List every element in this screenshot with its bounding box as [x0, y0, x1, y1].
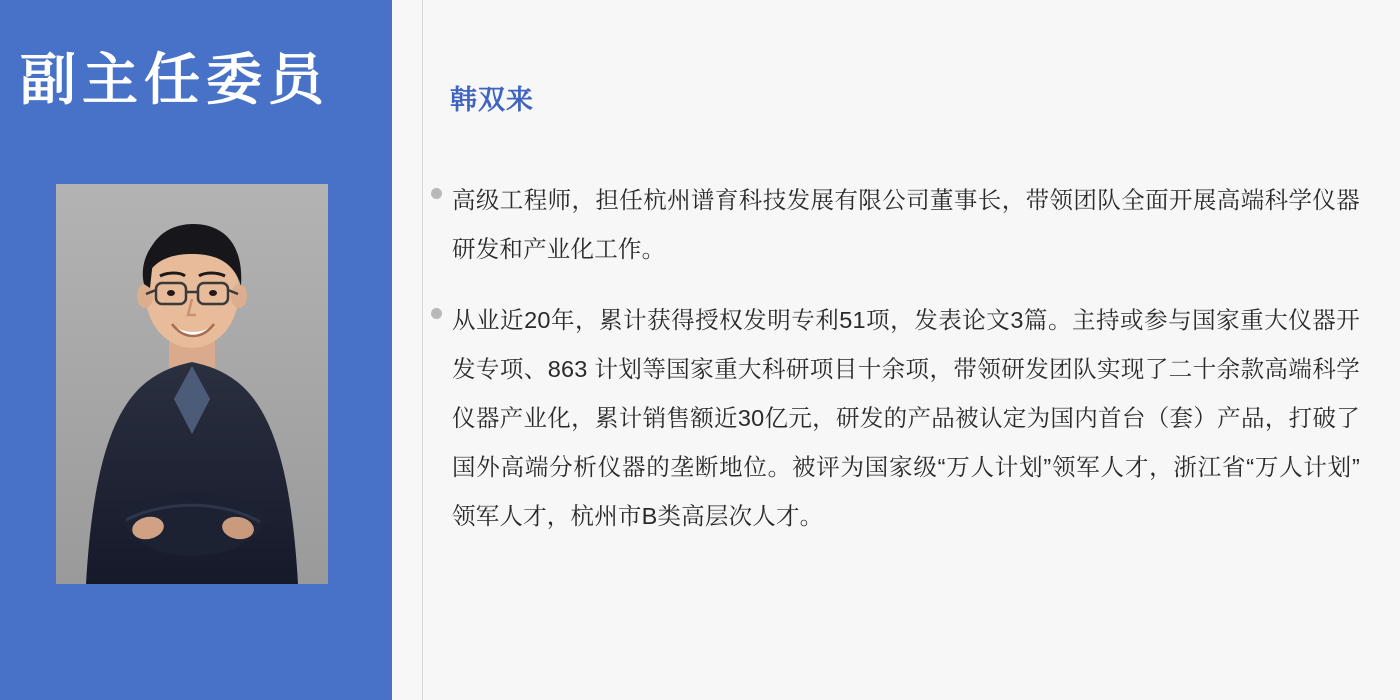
right-content-panel — [392, 0, 1400, 700]
bio-bullet-list — [420, 176, 1360, 563]
bio-paragraph: 从业近20年，累计获得授权发明专利51项，发表论文3篇。主持或参与国家重大仪器开发专项、863 计划等国家重大科研项目十余项，带领研发团队实现了二十余款高端科学仪器产业化，累计销售额近30亿元，研发的产品被认定为国内首台（套）产品，打破了国外高端分析仪器的垄断地位。被评为国家级“万人计划”领军人才，浙江省“万人计划”领军人才，杭州市B类高层次人才。 — [452, 307, 1360, 529]
role-title: 副主任委员 — [20, 48, 330, 111]
portrait-photo — [56, 184, 328, 584]
person-name: 韩双来 — [450, 85, 534, 115]
bio-paragraph: 高级工程师，担任杭州谱育科技发展有限公司董事长，带领团队全面开展高端科学仪器研发和产业化工作。 — [452, 187, 1360, 262]
bullet-dot-icon — [420, 176, 452, 199]
list-item — [420, 296, 1360, 541]
left-blue-panel — [0, 0, 392, 700]
bullet-dot-icon — [420, 296, 452, 319]
list-item — [420, 176, 1360, 274]
